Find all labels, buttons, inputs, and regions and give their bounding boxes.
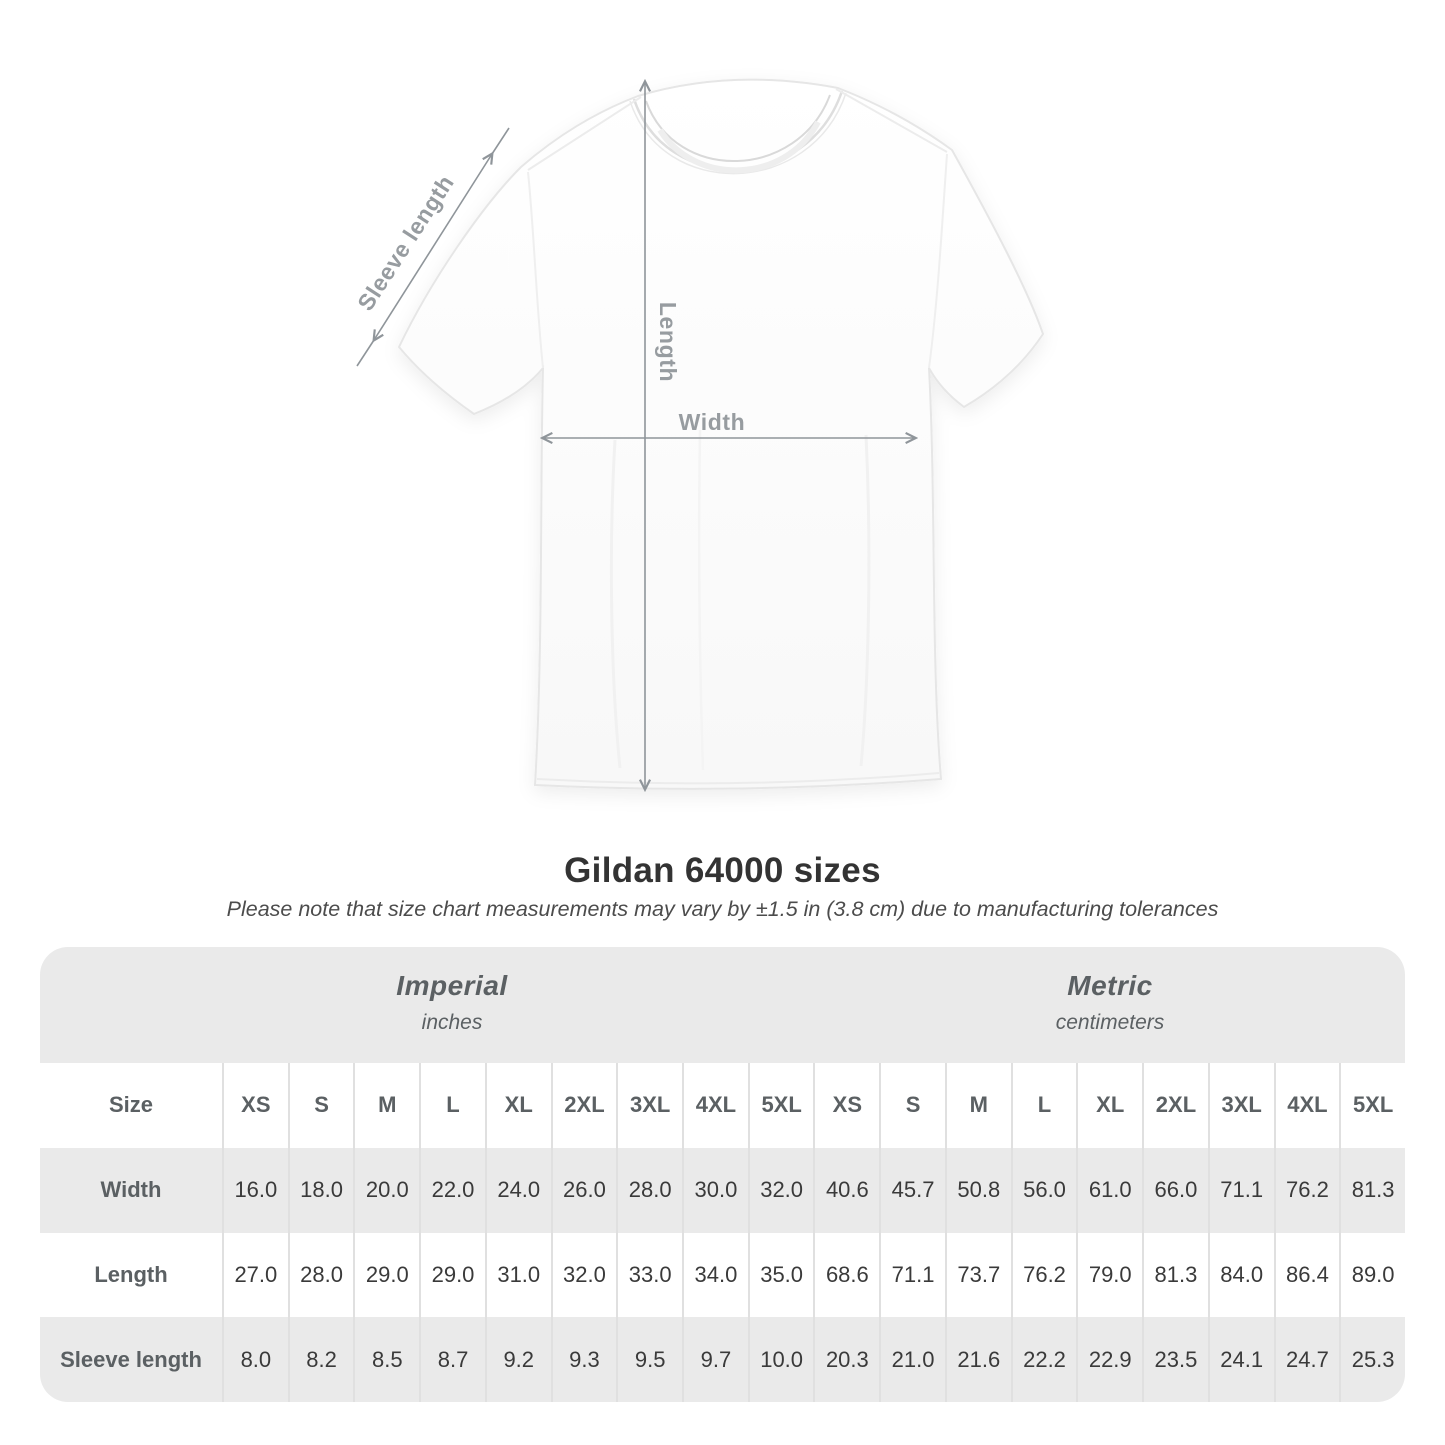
size-value: 32.0	[748, 1148, 814, 1233]
size-value: 29.0	[353, 1233, 419, 1318]
size-value: 40.6	[813, 1148, 879, 1233]
col-header-imperial-m: M	[353, 1063, 419, 1148]
size-value: 33.0	[616, 1233, 682, 1318]
size-value: 66.0	[1142, 1148, 1208, 1233]
imperial-section-title: Imperial	[396, 970, 508, 1001]
size-value: 18.0	[288, 1148, 354, 1233]
size-value: 81.3	[1142, 1233, 1208, 1318]
size-value: 16.0	[222, 1148, 288, 1233]
size-value: 20.3	[813, 1317, 879, 1402]
size-value: 21.0	[879, 1317, 945, 1402]
tolerance-note: Please note that size chart measurements may vary by ±1.5 in (3.8 cm) due to manufacturing tolerances	[226, 897, 1219, 921]
col-header-metric-4xl: 4XL	[1274, 1063, 1340, 1148]
length-label: Length	[655, 301, 681, 383]
size-value: 27.0	[222, 1233, 288, 1318]
size-value: 10.0	[748, 1317, 814, 1402]
size-value: 22.0	[419, 1148, 485, 1233]
col-header-imperial-l: L	[419, 1063, 485, 1148]
col-header-imperial-2xl: 2XL	[551, 1063, 617, 1148]
size-value: 8.0	[222, 1317, 288, 1402]
row-label: Length	[94, 1261, 168, 1287]
col-header-imperial-xl: XL	[485, 1063, 551, 1148]
size-value: 76.2	[1274, 1148, 1340, 1233]
col-header-metric-xs: XS	[813, 1063, 879, 1148]
size-value: 68.6	[813, 1233, 879, 1318]
row-label: Sleeve length	[40, 1317, 222, 1402]
imperial-section-unit: inches	[421, 1011, 483, 1034]
col-header-imperial-s: S	[288, 1063, 354, 1148]
size-value: 81.3	[1339, 1148, 1405, 1233]
size-value: 9.7	[682, 1317, 748, 1402]
size-value: 24.0	[485, 1148, 551, 1233]
size-value: 28.0	[288, 1233, 354, 1318]
size-value: 31.0	[485, 1233, 551, 1318]
metric-section-unit: centimeters	[1055, 1011, 1165, 1034]
width-label: Width	[678, 409, 746, 435]
size-value: 9.2	[485, 1317, 551, 1402]
col-header-size: Size	[108, 1092, 154, 1118]
sleeve-arrow-extension-bottom	[357, 340, 374, 366]
size-grid	[40, 1063, 1405, 1402]
size-value: 71.1	[879, 1233, 945, 1318]
size-value: 9.5	[616, 1317, 682, 1402]
size-value: 8.5	[353, 1317, 419, 1402]
imperial-section-header	[396, 970, 507, 1035]
metric-section-header	[1056, 970, 1165, 1035]
page-title: Gildan 64000 sizes	[564, 851, 881, 890]
sleeve-arrow-extension-top	[492, 128, 509, 154]
size-value: 79.0	[1076, 1233, 1142, 1318]
col-header-metric-s: S	[879, 1063, 945, 1148]
size-value: 22.2	[1011, 1317, 1077, 1402]
size-value: 28.0	[616, 1148, 682, 1233]
col-header-imperial-4xl: 4XL	[682, 1063, 748, 1148]
size-value: 56.0	[1011, 1148, 1077, 1233]
size-value: 34.0	[682, 1233, 748, 1318]
table-header-band	[40, 947, 1405, 1063]
size-value: 24.7	[1274, 1317, 1340, 1402]
size-value: 23.5	[1142, 1317, 1208, 1402]
col-header-metric-2xl: 2XL	[1142, 1063, 1208, 1148]
metric-section-title: Metric	[1067, 970, 1153, 1001]
size-value: 9.3	[551, 1317, 617, 1402]
size-value: 35.0	[748, 1233, 814, 1318]
size-value: 61.0	[1076, 1148, 1142, 1233]
size-value: 8.2	[288, 1317, 354, 1402]
size-value: 26.0	[551, 1148, 617, 1233]
row-label: Width	[40, 1148, 222, 1233]
size-value: 24.1	[1208, 1317, 1274, 1402]
size-value: 89.0	[1339, 1233, 1405, 1318]
size-table	[40, 947, 1405, 1402]
size-value: 8.7	[419, 1317, 485, 1402]
col-header-metric-m: M	[945, 1063, 1011, 1148]
size-value: 84.0	[1208, 1233, 1274, 1318]
size-value: 29.0	[419, 1233, 485, 1318]
col-header-imperial-xs: XS	[222, 1063, 288, 1148]
size-value: 25.3	[1339, 1317, 1405, 1402]
size-value: 32.0	[551, 1233, 617, 1318]
col-header-metric-xl: XL	[1076, 1063, 1142, 1148]
size-value: 73.7	[945, 1233, 1011, 1318]
size-value: 20.0	[353, 1148, 419, 1233]
col-header-imperial-3xl: 3XL	[616, 1063, 682, 1148]
size-value: 30.0	[682, 1148, 748, 1233]
size-value: 71.1	[1208, 1148, 1274, 1233]
size-value: 45.7	[879, 1148, 945, 1233]
sleeve-length-label: Sleeve length	[352, 170, 459, 316]
col-header-imperial-5xl: 5XL	[748, 1063, 814, 1148]
size-value: 86.4	[1274, 1233, 1340, 1318]
size-value: 21.6	[945, 1317, 1011, 1402]
col-header-metric-l: L	[1011, 1063, 1077, 1148]
col-header-metric-3xl: 3XL	[1208, 1063, 1274, 1148]
size-value: 76.2	[1011, 1233, 1077, 1318]
size-value: 22.9	[1076, 1317, 1142, 1402]
col-header-metric-5xl: 5XL	[1339, 1063, 1405, 1148]
size-value: 50.8	[945, 1148, 1011, 1233]
